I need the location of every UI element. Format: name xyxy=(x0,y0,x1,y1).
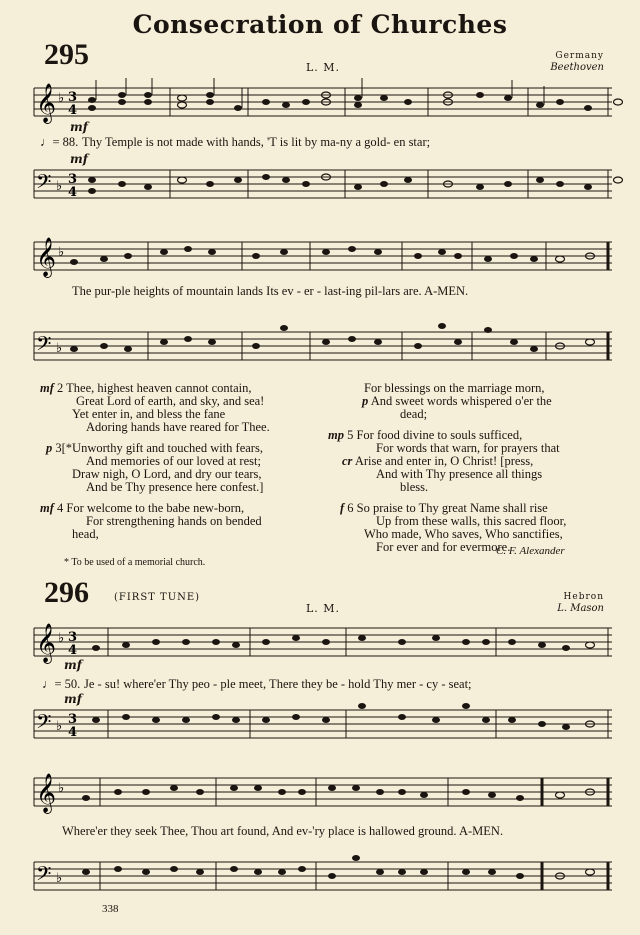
page-number: 338 xyxy=(102,903,119,915)
bass-staff-2 xyxy=(30,322,614,372)
hymn-number: 295 xyxy=(44,38,89,71)
tempo-value: = 88. xyxy=(52,135,79,149)
treble-staff-2 xyxy=(30,232,614,282)
svg-text:𝄞: 𝄞 xyxy=(36,623,57,663)
svg-text:𝄢: 𝄢 xyxy=(36,710,52,738)
svg-text:♭: ♭ xyxy=(58,91,65,106)
lyric-line-3: Je - su! where'er Thy peo - ple meet, There they be - hold Thy mer - cy - seat; xyxy=(84,677,472,691)
verse-line: Great Lord of earth, and sky, and sea! xyxy=(76,394,265,408)
tune-label: (FIRST TUNE) xyxy=(114,592,201,603)
bass-staff-1 xyxy=(30,160,614,210)
verse-line: For welcome to the babe new-born, xyxy=(66,501,245,515)
treble-staff-4 xyxy=(30,768,614,818)
stanza-number: 6 xyxy=(347,501,354,515)
svg-text:♭: ♭ xyxy=(58,631,65,646)
hymn-number: 296 xyxy=(44,576,89,609)
composer: Beethoven xyxy=(550,62,604,73)
stanza-mark: mf xyxy=(40,381,54,395)
svg-text:𝄞: 𝄞 xyxy=(36,773,57,813)
verse-line: Thee, highest heaven cannot contain, xyxy=(66,381,252,395)
stanzas-right xyxy=(328,381,567,554)
treble-staff-3 xyxy=(30,618,614,668)
tempo-value: = 50. xyxy=(54,677,81,691)
treble-staff-1 xyxy=(30,78,614,138)
svg-text:3: 3 xyxy=(68,90,78,105)
page-title: Consecration of Churches xyxy=(132,10,508,39)
verse-line: dead; xyxy=(400,407,428,421)
tune-name: Hebron xyxy=(563,592,604,602)
stanza-number: 4 xyxy=(57,501,64,515)
svg-text:♭: ♭ xyxy=(56,179,63,194)
stanza-mark: mf xyxy=(40,501,54,515)
tempo-mark: ♩= 88. xyxy=(40,135,79,149)
dynamic-mark: mf xyxy=(64,658,82,672)
dynamic-mark: mf xyxy=(70,120,88,134)
stanza-number: 5 xyxy=(347,428,354,442)
verse-line: And memories of our loved at rest; xyxy=(86,454,261,468)
stanza-mark: p xyxy=(362,394,369,408)
svg-text:𝄞: 𝄞 xyxy=(36,237,57,277)
svg-text:3: 3 xyxy=(68,630,78,645)
tempo-mark: ♩= 50. xyxy=(42,677,81,691)
svg-text:4: 4 xyxy=(68,103,78,118)
lyric-line-1: Thy Temple is not made with hands, 'T is lit by ma-ny a gold- en star; xyxy=(82,135,431,149)
svg-text:♭: ♭ xyxy=(58,781,65,796)
verse-line: Up from these walls, this sacred floor, xyxy=(376,514,567,528)
stanza-number: 3 xyxy=(55,441,62,455)
stanza-number: 2 xyxy=(57,381,64,395)
stanza-mark: cr xyxy=(342,454,353,468)
verse-line: Yet enter in, and bless the fane xyxy=(72,407,226,421)
svg-text:4: 4 xyxy=(68,725,78,740)
verse-line: head, xyxy=(72,527,99,541)
stanza-mark: mp xyxy=(328,428,344,442)
svg-text:𝄢: 𝄢 xyxy=(36,170,52,198)
verse-line: And be Thy presence here confest.] xyxy=(86,480,264,494)
svg-text:♭: ♭ xyxy=(56,341,63,356)
bass-staff-3 xyxy=(30,700,614,750)
verse-line: For ever and for evermore. xyxy=(376,540,511,554)
hymn-meter: L. M. xyxy=(306,61,341,74)
svg-text:♭: ♭ xyxy=(58,245,65,260)
verse-line: Adoring hands have reared for Thee. xyxy=(86,420,270,434)
svg-text:4: 4 xyxy=(68,643,78,658)
verse-line: bless. xyxy=(400,480,429,494)
author: C. F. Alexander xyxy=(496,545,565,557)
footnote: * To be used of a memorial church. xyxy=(64,557,206,568)
verse-line: And with Thy presence all things xyxy=(376,467,543,481)
verse-line: For strengthening hands on bended xyxy=(86,514,262,528)
verse-line: For blessings on the marriage morn, xyxy=(364,381,545,395)
svg-text:𝄞: 𝄞 xyxy=(36,83,57,123)
svg-text:3: 3 xyxy=(68,172,78,187)
hymn-meter: L. M. xyxy=(306,602,341,615)
verse-line: So praise to Thy great Name shall rise xyxy=(356,501,548,515)
verse-line: [*Unworthy gift and touched with fears, xyxy=(61,441,263,455)
dynamic-mark-bass: mf xyxy=(64,692,82,706)
stanza-mark: f xyxy=(340,501,345,515)
lyric-line-2: The pur-ple heights of mountain lands Its ev - er - last-ing pil-lars are. A-MEN. xyxy=(72,284,469,298)
verse-line: Who made, Who saves, Who sanctifies, xyxy=(364,527,563,541)
svg-text:𝄢: 𝄢 xyxy=(36,862,52,890)
bass-staff-4 xyxy=(30,852,614,902)
composer: L. Mason xyxy=(557,603,604,614)
stanzas-left xyxy=(40,382,270,541)
svg-text:3: 3 xyxy=(68,712,78,727)
verse-line: For words that warn, for prayers that xyxy=(376,441,560,455)
verse-line: For food divine to souls sufficed, xyxy=(356,428,523,442)
svg-text:♭: ♭ xyxy=(56,719,63,734)
lyric-line-4: Where'er they seek Thee, Thou art found, And ev-'ry place is hallowed ground. A-MEN. xyxy=(62,824,504,838)
svg-text:𝄢: 𝄢 xyxy=(36,332,52,360)
tune-name: Germany xyxy=(555,51,604,61)
verse-line: Arise and enter in, O Christ! [press, xyxy=(354,454,534,468)
svg-text:♭: ♭ xyxy=(56,871,63,886)
svg-text:4: 4 xyxy=(68,185,78,200)
verse-line: And sweet words whispered o'er the xyxy=(370,394,552,408)
stanza-mark: p xyxy=(46,441,53,455)
verse-line: Draw nigh, O Lord, and dry our tears, xyxy=(72,467,262,481)
dynamic-mark-bass: mf xyxy=(70,152,88,166)
